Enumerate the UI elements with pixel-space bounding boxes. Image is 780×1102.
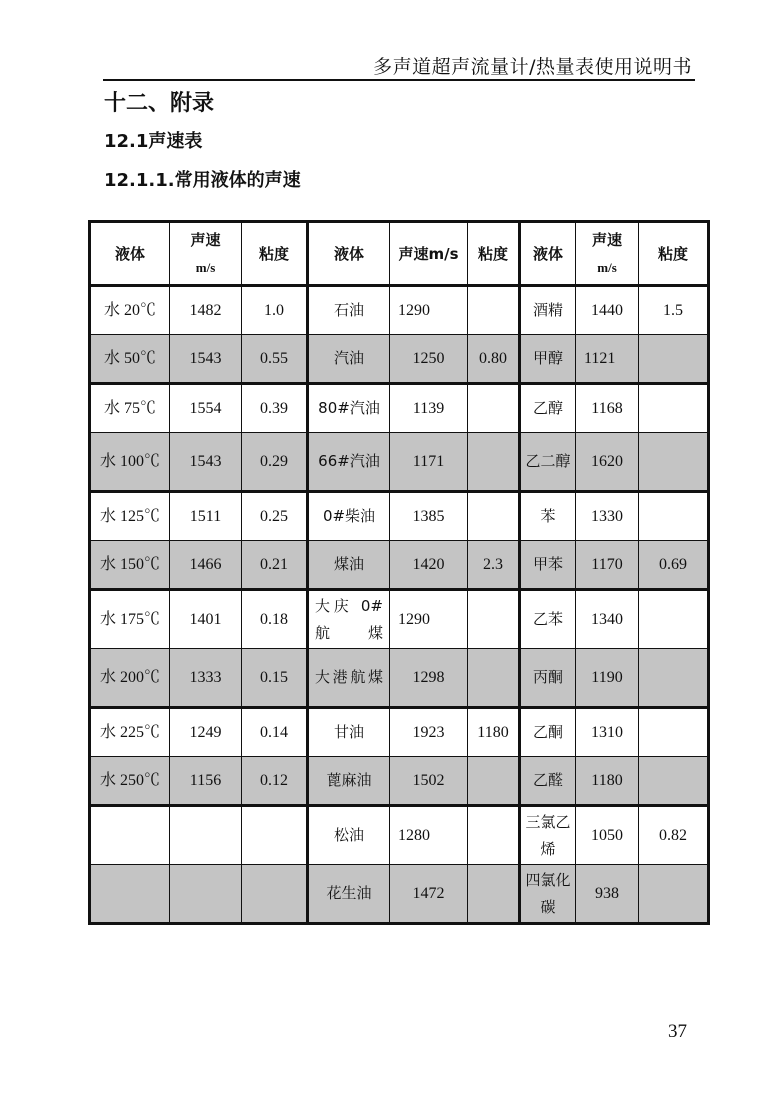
- liquid-cell: 花生油: [308, 865, 390, 924]
- speed-cell: 1298: [390, 649, 468, 708]
- viscosity-cell: [468, 492, 520, 541]
- liquid-cell: 水 150℃: [90, 541, 170, 590]
- speed-cell: 1290: [390, 590, 468, 649]
- viscosity-cell: 0.25: [242, 492, 308, 541]
- speed-cell: 1482: [170, 286, 242, 335]
- speed-cell: 1502: [390, 757, 468, 806]
- liquid-cell: 甲苯: [520, 541, 576, 590]
- viscosity-cell: 1180: [468, 708, 520, 757]
- table-row: [90, 590, 709, 649]
- table-row: [90, 433, 709, 492]
- table-row: [90, 865, 709, 924]
- speed-cell: 1472: [390, 865, 468, 924]
- viscosity-cell: [242, 806, 308, 865]
- table-row: [90, 806, 709, 865]
- liquid-cell: 水 175℃: [90, 590, 170, 649]
- speed-cell: 1420: [390, 541, 468, 590]
- table-row: [90, 757, 709, 806]
- document-header-title: 多声道超声流量计/热量表使用说明书: [373, 56, 692, 78]
- speed-cell: 1330: [576, 492, 639, 541]
- subsection-heading: 12.1声速表: [104, 131, 203, 152]
- viscosity-cell: 0.39: [242, 384, 308, 433]
- table-row: [90, 286, 709, 335]
- viscosity-cell: 0.18: [242, 590, 308, 649]
- liquid-cell: 水 100℃: [90, 433, 170, 492]
- speed-cell: [170, 806, 242, 865]
- header-speed: 声速m/s: [390, 222, 468, 286]
- liquid-cell: 水 75℃: [90, 384, 170, 433]
- speed-cell: 1385: [390, 492, 468, 541]
- liquid-cell: 松油: [308, 806, 390, 865]
- header-liquid: 液体: [308, 222, 390, 286]
- liquid-cell: [90, 806, 170, 865]
- speed-cell: 1249: [170, 708, 242, 757]
- speed-cell: 1190: [576, 649, 639, 708]
- speed-cell: 1180: [576, 757, 639, 806]
- liquid-cell: 汽油: [308, 335, 390, 384]
- liquid-cell: 水 250℃: [90, 757, 170, 806]
- table-row: [90, 492, 709, 541]
- subsubsection-heading: 12.1.1.常用液体的声速: [104, 170, 301, 191]
- liquid-cell: 乙苯: [520, 590, 576, 649]
- speed-cell: 1401: [170, 590, 242, 649]
- liquid-cell: 大港航煤: [308, 649, 390, 708]
- liquid-cell: 0#柴油: [308, 492, 390, 541]
- header-rule: [103, 79, 695, 81]
- liquid-cell: [90, 865, 170, 924]
- speed-cell: 1923: [390, 708, 468, 757]
- liquid-cell: 水 200℃: [90, 649, 170, 708]
- liquid-cell: 蓖麻油: [308, 757, 390, 806]
- table-row: [90, 649, 709, 708]
- speed-cell: 1139: [390, 384, 468, 433]
- viscosity-cell: 1.0: [242, 286, 308, 335]
- header-speed: [170, 222, 242, 286]
- liquid-cell: 石油: [308, 286, 390, 335]
- speed-cell: 1250: [390, 335, 468, 384]
- viscosity-cell: [468, 286, 520, 335]
- speed-cell: 1168: [576, 384, 639, 433]
- table-row: [90, 541, 709, 590]
- speed-cell: 1050: [576, 806, 639, 865]
- speed-cell: 1280: [390, 806, 468, 865]
- viscosity-cell: 0.69: [639, 541, 709, 590]
- liquid-cell: 66#汽油: [308, 433, 390, 492]
- liquid-cell: 大庆 0#航煤: [308, 590, 390, 649]
- table-row: [90, 384, 709, 433]
- liquid-cell: 四氯化碳: [520, 865, 576, 924]
- header-speed-unit: m/s: [597, 259, 617, 275]
- liquid-cell: 甘油: [308, 708, 390, 757]
- viscosity-cell: 0.82: [639, 806, 709, 865]
- speed-cell: 1466: [170, 541, 242, 590]
- sound-speed-table: [88, 220, 710, 925]
- liquid-cell: 煤油: [308, 541, 390, 590]
- section-heading: 十二、附录: [104, 91, 215, 116]
- viscosity-cell: 0.15: [242, 649, 308, 708]
- liquid-cell: 水 125℃: [90, 492, 170, 541]
- page-number: 37: [668, 1021, 687, 1042]
- header-speed-unit: m/s: [195, 259, 216, 275]
- viscosity-cell: [639, 757, 709, 806]
- liquid-cell: 乙酮: [520, 708, 576, 757]
- liquid-cell: 甲醇: [520, 335, 576, 384]
- liquid-cell: 丙酮: [520, 649, 576, 708]
- speed-cell: 1170: [576, 541, 639, 590]
- speed-cell: 1543: [170, 335, 242, 384]
- speed-cell: 1543: [170, 433, 242, 492]
- viscosity-cell: [468, 806, 520, 865]
- speed-cell: 1121: [576, 335, 639, 384]
- viscosity-cell: [639, 708, 709, 757]
- header-liquid: 液体: [520, 222, 576, 286]
- speed-cell: [170, 865, 242, 924]
- speed-cell: 1340: [576, 590, 639, 649]
- liquid-cell: 三氯乙烯: [520, 806, 576, 865]
- viscosity-cell: [639, 649, 709, 708]
- viscosity-cell: [639, 384, 709, 433]
- speed-cell: 1440: [576, 286, 639, 335]
- viscosity-cell: 1.5: [639, 286, 709, 335]
- viscosity-cell: [639, 335, 709, 384]
- header-viscosity: 粘度: [242, 222, 308, 286]
- viscosity-cell: [639, 590, 709, 649]
- speed-cell: 1310: [576, 708, 639, 757]
- viscosity-cell: 0.21: [242, 541, 308, 590]
- liquid-cell: 水 50℃: [90, 335, 170, 384]
- viscosity-cell: 0.55: [242, 335, 308, 384]
- header-speed-label: 声速: [190, 230, 221, 249]
- liquid-cell: 水 225℃: [90, 708, 170, 757]
- speed-cell: 1620: [576, 433, 639, 492]
- header-liquid: 液体: [90, 222, 170, 286]
- liquid-cell: 水 20℃: [90, 286, 170, 335]
- liquid-cell: 乙醛: [520, 757, 576, 806]
- liquid-cell: 苯: [520, 492, 576, 541]
- viscosity-cell: [639, 492, 709, 541]
- viscosity-cell: [468, 384, 520, 433]
- speed-cell: 1554: [170, 384, 242, 433]
- speed-cell: 1171: [390, 433, 468, 492]
- viscosity-cell: 0.12: [242, 757, 308, 806]
- liquid-cell: 80#汽油: [308, 384, 390, 433]
- table-row: [90, 335, 709, 384]
- header-speed-label: 声速: [591, 230, 622, 249]
- viscosity-cell: [468, 865, 520, 924]
- viscosity-cell: [468, 433, 520, 492]
- speed-cell: 1290: [390, 286, 468, 335]
- viscosity-cell: [468, 590, 520, 649]
- liquid-cell: 乙二醇: [520, 433, 576, 492]
- header-viscosity: 粘度: [639, 222, 709, 286]
- viscosity-cell: [242, 865, 308, 924]
- viscosity-cell: 0.80: [468, 335, 520, 384]
- header-viscosity: 粘度: [468, 222, 520, 286]
- speed-cell: 1511: [170, 492, 242, 541]
- table-header-row: [90, 222, 709, 286]
- table-row: [90, 708, 709, 757]
- viscosity-cell: 0.29: [242, 433, 308, 492]
- viscosity-cell: 0.14: [242, 708, 308, 757]
- liquid-cell: 酒精: [520, 286, 576, 335]
- viscosity-cell: [639, 865, 709, 924]
- liquid-cell: 乙醇: [520, 384, 576, 433]
- header-speed: [576, 222, 639, 286]
- speed-cell: 1333: [170, 649, 242, 708]
- speed-cell: 938: [576, 865, 639, 924]
- viscosity-cell: [468, 757, 520, 806]
- viscosity-cell: [639, 433, 709, 492]
- speed-cell: 1156: [170, 757, 242, 806]
- viscosity-cell: 2.3: [468, 541, 520, 590]
- viscosity-cell: [468, 649, 520, 708]
